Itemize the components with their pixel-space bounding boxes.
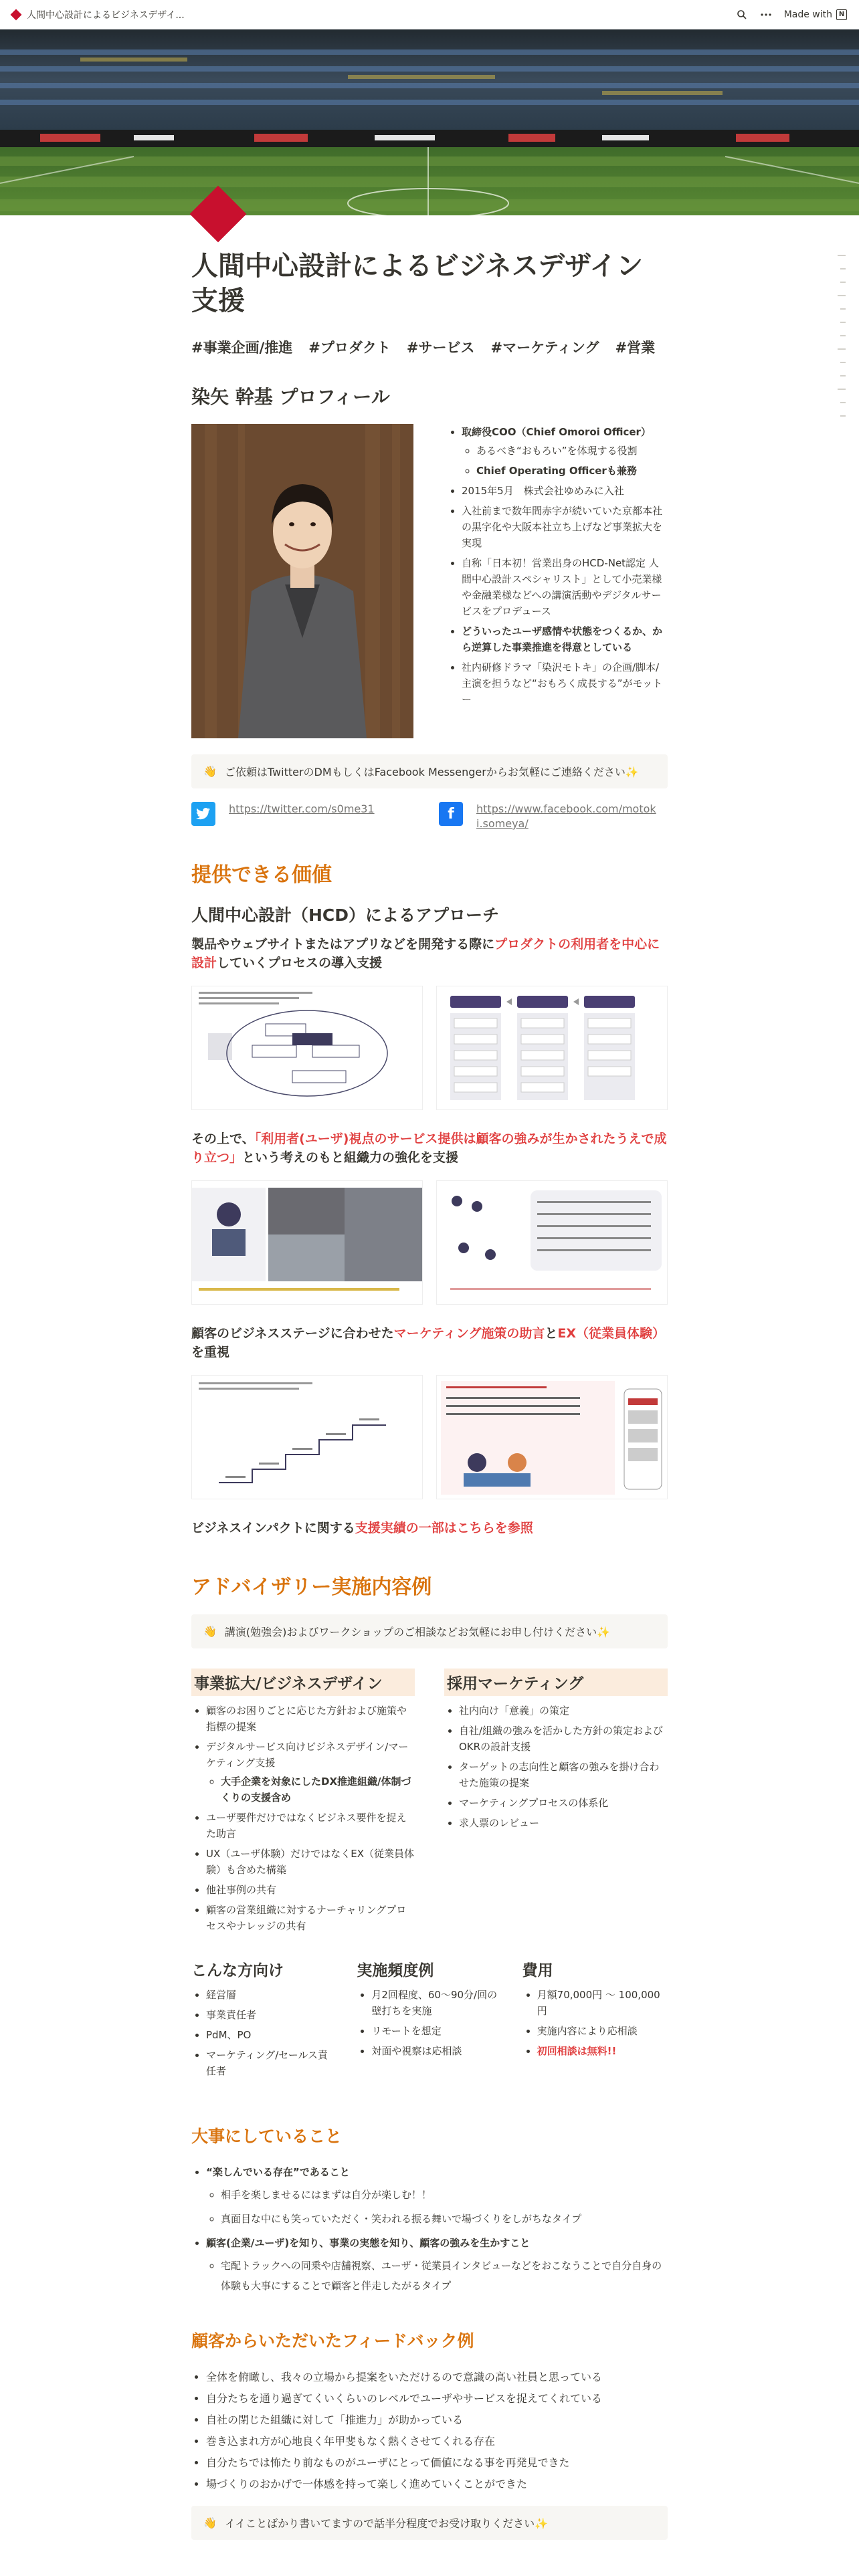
marketing-advice-image bbox=[436, 1375, 668, 1499]
list-item: ◦ 真面目な中にも笑っていただく・笑われる振る舞いで場づくりをしがちなタイプ bbox=[221, 2209, 668, 2229]
list-item: • 顧客の営業組織に対するナーチャリングプロセスやナレッジの共有 bbox=[206, 1902, 415, 1934]
twitter-icon bbox=[191, 802, 215, 826]
tag: #営業 bbox=[615, 340, 656, 356]
callout-text: 講演(勉強会)およびワークショップのご相談などお気軽にお申し付けください✨ bbox=[224, 1625, 611, 1638]
list-item: • 取締役COO（Chief Omoroi Officer） ◦ あるべき“おもろい”を体現する役割 ◦ Chief Operating Officerも兼務 bbox=[462, 424, 668, 479]
profile-heading: 染矢 幹基 プロフィール bbox=[191, 386, 390, 408]
contact-callout bbox=[191, 754, 668, 788]
list-item: • 対面や視察は応相談 bbox=[371, 2043, 502, 2059]
workshop-photo-image bbox=[191, 1180, 423, 1305]
list-item: • 2015年5月 株式会社ゆめみに入社 bbox=[462, 483, 668, 499]
recruit-list bbox=[444, 1703, 668, 1831]
list-item: • 全体を俯瞰し、我々の立場から提案をいただけるので意識の高い社員と思っている bbox=[206, 2367, 668, 2388]
list-item: • 自分たちでは怖たり前なものがユーザにとって価値になる事を再発見できた bbox=[206, 2452, 668, 2474]
marketing-images bbox=[191, 1375, 668, 1499]
list-item: • 事業責任者 bbox=[206, 2007, 337, 2023]
list-item: • 実施内容により応相談 bbox=[537, 2023, 668, 2039]
profile-bullets bbox=[447, 424, 668, 738]
feedback-callout bbox=[191, 2506, 668, 2540]
hand-icon: 👋 bbox=[203, 2516, 217, 2529]
list-item: • 巻き込まれ方が心地良く年甲斐もなく熱くさせてくれる存在 bbox=[206, 2431, 668, 2452]
values-list bbox=[191, 2162, 668, 2296]
section-heading-feedback: 顧客からいただいたフィードバック例 bbox=[191, 2331, 474, 2351]
list-item: • 他社事例の共有 bbox=[206, 1882, 415, 1898]
recruit-column bbox=[444, 1669, 668, 1938]
outline-indicator[interactable] bbox=[836, 254, 847, 431]
hcd-subheading: 人間中心設計（HCD）によるアプローチ bbox=[191, 905, 500, 925]
search-icon[interactable] bbox=[736, 9, 748, 21]
callout-text: ご依頼はTwitterのDMもしくはFacebook Messengerからお気軽にご連絡ください✨ bbox=[224, 766, 639, 778]
frequency-title: 実施頻度例 bbox=[357, 1961, 434, 1979]
list-item: • UX（ユーザ体験）だけではなくEX（従業員体験）も含めた構築 bbox=[206, 1846, 415, 1878]
list-item: ◦ Chief Operating Officerも兼務 bbox=[476, 463, 668, 479]
stair-chart-image bbox=[191, 1375, 423, 1499]
biz-list bbox=[191, 1703, 415, 1934]
biz-column bbox=[191, 1669, 415, 1938]
hcd-images bbox=[191, 986, 668, 1110]
hcd-diagram-image bbox=[191, 986, 423, 1110]
twitter-link[interactable] bbox=[191, 802, 412, 831]
list-item: • リモートを想定 bbox=[371, 2023, 502, 2039]
process-flow-image bbox=[436, 986, 668, 1110]
list-item: • 経営層 bbox=[206, 1987, 337, 2003]
list-item: • 自社の閉じた組織に対して「推進力」が助かっている bbox=[206, 2409, 668, 2431]
biz-title: 事業拡大/ビジネスデザイン bbox=[191, 1669, 415, 1696]
list-item: ◦ 大手企業を対象にしたDX推進組織/体制づくりの支援含め bbox=[221, 1774, 415, 1806]
cover-image bbox=[0, 29, 859, 215]
fee-list bbox=[522, 1987, 668, 2059]
who-list bbox=[191, 1987, 337, 2079]
page-title: 人間中心設計によるビジネスデザイン支援 bbox=[191, 251, 644, 316]
section-heading-advisory: アドバイザリー実施内容例 bbox=[191, 1575, 432, 1599]
case-study-link[interactable]: はこちらを参照 bbox=[444, 1521, 533, 1536]
page-icon-small bbox=[11, 9, 22, 21]
list-item: • マーケティングプロセスの体系化 bbox=[459, 1795, 668, 1811]
section-heading-values: 大事にしていること bbox=[191, 2126, 343, 2146]
who-column bbox=[191, 1958, 337, 2083]
topbar bbox=[0, 0, 859, 30]
frequency-list bbox=[357, 1987, 502, 2059]
advisory-callout bbox=[191, 1614, 668, 1648]
workshop-images bbox=[191, 1180, 668, 1305]
profile-section bbox=[191, 424, 668, 738]
callout-text: イイことばかり書いてますので話半分程度でお受け取りください✨ bbox=[224, 2516, 549, 2530]
list-item: • マーケティング/セールス責任者 bbox=[206, 2047, 337, 2079]
fee-column bbox=[522, 1958, 668, 2083]
list-item: ◦ 相手を楽しませるにはまずは自分が楽しむ！！ bbox=[221, 2185, 668, 2205]
breadcrumb-title[interactable]: 人間中心設計によるビジネスデザイ... bbox=[27, 10, 185, 21]
profile-photo bbox=[191, 424, 413, 738]
list-item: • 社内向け「意義」の策定 bbox=[459, 1703, 668, 1719]
org-diagram-image bbox=[436, 1180, 668, 1305]
more-icon[interactable] bbox=[760, 9, 772, 21]
fee-title: 費用 bbox=[522, 1961, 553, 1979]
list-item: • 場づくりのおかげで一体感を持って楽しく進めていくことができた bbox=[206, 2474, 668, 2495]
value-paragraph-1: 製品やウェブサイトまたはアプリなどを開発する際にプロダクトの利用者を中心に設計していくプロセスの導入支援 bbox=[191, 937, 660, 970]
tag: #マーケティング bbox=[490, 340, 599, 356]
list-item: • 求人票のレビュー bbox=[459, 1815, 668, 1831]
facebook-icon: f bbox=[439, 802, 463, 826]
value-paragraph-4: ビジネスインパクトに関する支援実績の一部はこちらを参照 bbox=[191, 1521, 533, 1536]
list-item: ◦ あるべき“おもろい”を体現する役割 bbox=[476, 443, 668, 459]
facebook-link[interactable] bbox=[439, 802, 660, 831]
recruit-title: 採用マーケティング bbox=[444, 1669, 668, 1696]
list-item: • 月2回程度、60〜90分/回の壁打ちを実施 bbox=[371, 1987, 502, 2019]
tag: #プロダクト bbox=[308, 340, 391, 356]
twitter-url[interactable]: https://twitter.com/s0me31 bbox=[229, 802, 375, 815]
list-item: • 顧客のお困りごとに応じた方針および施策や指標の提案 bbox=[206, 1703, 415, 1735]
list-item: • 月額70,000円 〜 100,000円 bbox=[537, 1987, 668, 2019]
facebook-url[interactable]: https://www.facebook.com/motoki.someya/ bbox=[476, 802, 656, 830]
list-item: • 自分たちを通り過ぎてくいくらいのレベルでユーザやサービスを捉えてくれている bbox=[206, 2388, 668, 2409]
list-item: • 自称「日本初！営業出身のHCD-Net認定 人間中心設計スペシャリスト」として小売業様や金融業様などへの講演活動やデジタルサービスをプロデュース bbox=[462, 555, 668, 619]
conditions-columns bbox=[191, 1958, 668, 2083]
list-item: • 顧客(企業/ユーザ)を知り、事業の実態を知り、顧客の強みを生かすこと ◦ 宅配トラックへの同乗や店舗視察、ユーザ・従業員インタビューなどをおこなうことで自分自身の体験も大事にすることで顧客と伴走したがるタイプ bbox=[206, 2233, 668, 2296]
hand-icon: 👋 bbox=[203, 1624, 217, 1638]
feedback-list bbox=[191, 2367, 668, 2495]
made-with-label: Made with bbox=[783, 9, 832, 20]
social-links bbox=[191, 802, 668, 831]
list-item: • 入社前まで数年間赤字が続いていた京都本社の黒字化や大阪本社立ち上げなど事業拡大を実現 bbox=[462, 503, 668, 551]
value-paragraph-3: 顧客のビジネスステージに合わせたマーケティング施策の助言とEX（従業員体験）を重視 bbox=[191, 1326, 666, 1360]
list-item: • 社内研修ドラマ「染沢モトキ」の企画/脚本/主演を担うなど“おもろく成長する”がモットー bbox=[462, 659, 668, 708]
list-item: • 自社/組織の強みを活かした方針の策定およびOKRの設計支援 bbox=[459, 1723, 668, 1755]
list-item: ◦ 宅配トラックへの同乗や店舗視察、ユーザ・従業員インタビューなどをおこなうことで自分自身の体験も大事にすることで顧客と伴走したがるタイプ bbox=[221, 2256, 668, 2296]
value-paragraph-2: その上で、「利用者(ユーザ)視点のサービス提供は顧客の強みが生かされたうえで成り立つ」という考えのもと組織力の強化を支援 bbox=[191, 1132, 667, 1165]
advisory-columns bbox=[191, 1669, 668, 1938]
section-heading-value: 提供できる価値 bbox=[191, 863, 332, 887]
who-title: こんな方向け bbox=[191, 1961, 284, 1979]
list-item: • 初回相談は無料!! bbox=[537, 2043, 668, 2059]
tag-list bbox=[191, 337, 668, 357]
list-item: • ユーザ要件だけではなくビジネス要件を捉えた助言 bbox=[206, 1810, 415, 1842]
page-content bbox=[191, 241, 668, 2553]
tag: #事業企画/推進 bbox=[191, 340, 293, 356]
list-item: • デジタルサービス向けビジネスデザイン/マーケティング支援 ◦ 大手企業を対象にしたDX推進組織/体制づくりの支援含め bbox=[206, 1739, 415, 1806]
hand-icon: 👋 bbox=[203, 765, 217, 778]
list-item: • ターゲットの志向性と顧客の強みを掛け合わせた施策の提案 bbox=[459, 1759, 668, 1791]
list-item: • PdM、PO bbox=[206, 2027, 337, 2043]
list-item: • どういったユーザ感情や状態をつくるか、から逆算した事業推進を得意としている bbox=[462, 623, 668, 655]
frequency-column bbox=[357, 1958, 502, 2083]
notion-logo-icon: N bbox=[836, 9, 847, 20]
list-item: • “楽しんでいる存在”であること ◦ 相手を楽しませるにはまずは自分が楽しむ！！ ◦ 真面目な中にも笑っていただく・笑われる振る舞いで場づくりをしがちなタイプ bbox=[206, 2162, 668, 2229]
made-with-button[interactable] bbox=[784, 9, 847, 20]
tag: #サービス bbox=[406, 340, 475, 356]
